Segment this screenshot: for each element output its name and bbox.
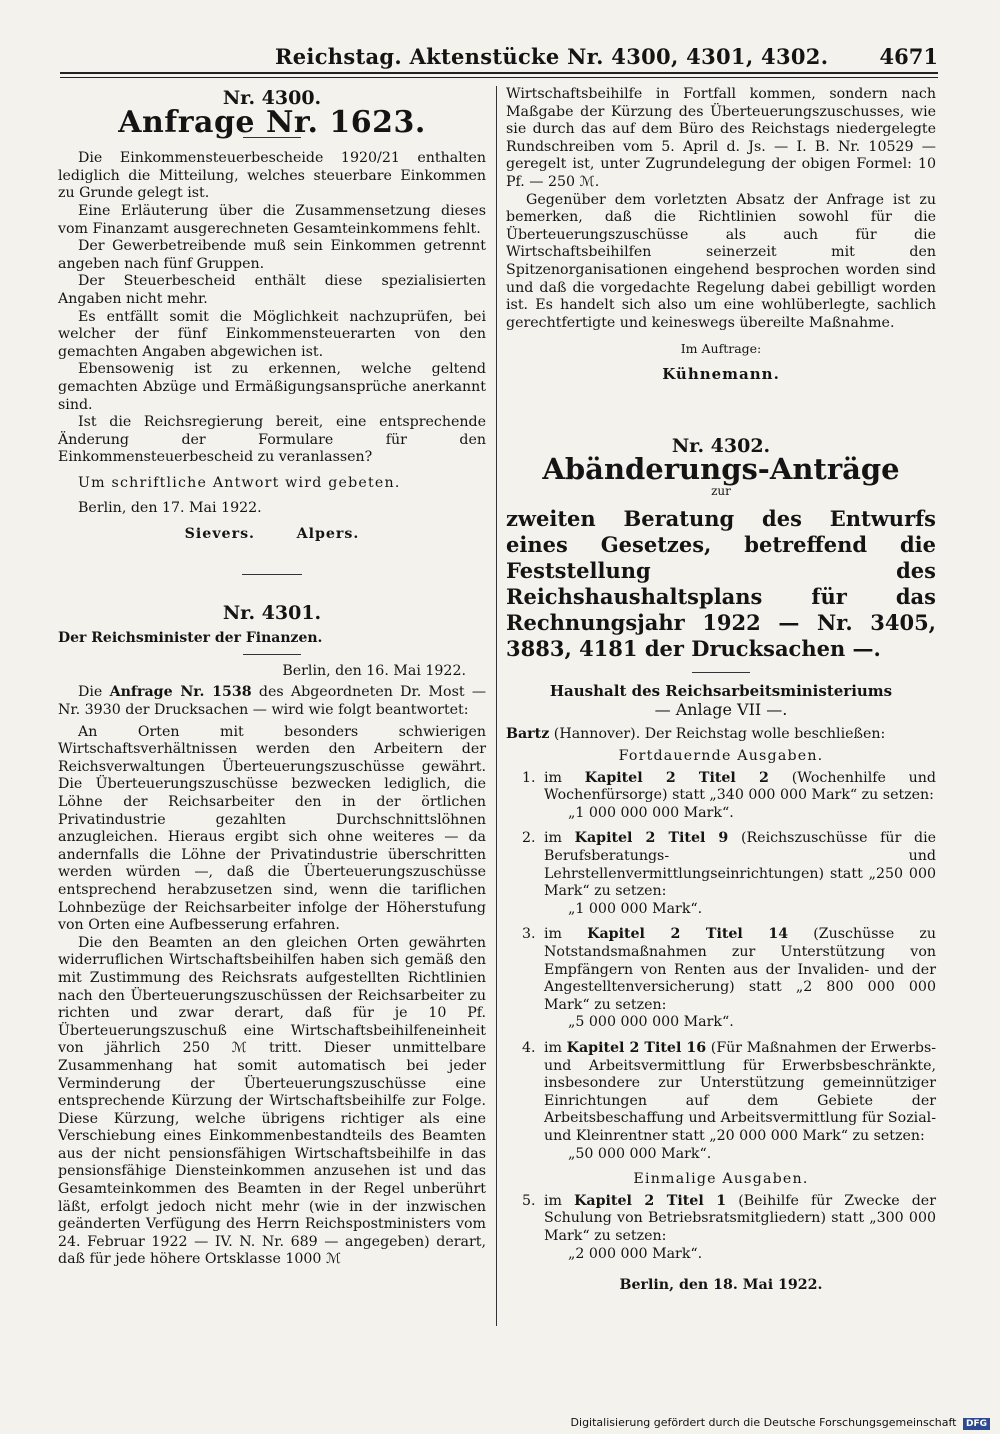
- short-rule: [243, 654, 301, 655]
- abaenderungs-antraege-title: Abänderungs-Anträge: [542, 452, 900, 487]
- item-lead: im: [544, 926, 562, 943]
- signer-sievers: Sievers.: [184, 526, 255, 543]
- item-amount: „2 000 000 Mark“.: [568, 1245, 703, 1262]
- item-number: 3.: [522, 926, 536, 943]
- item-kapitel: Kapitel 2 Titel 14: [587, 926, 789, 943]
- date-4300: Berlin, den 17. Mai 1922.: [78, 500, 262, 517]
- continuation-paragraph: Wirtschaftsbeihilfe in Fortfall kommen, sondern nach Maßgabe der Kürzung des Überteuerungszuschusses, wie sie durch das auf dem Büro des Reichstags niedergelegte Rundschreiben vom 5. April d. Js. — I. B. Nr. 10529 — geregelt ist, unter Zugrundelegung der obigen Formel: 10 Pf. — 250 ℳ.: [506, 86, 936, 190]
- list-item: [506, 830, 936, 900]
- motion-name: Bartz: [506, 726, 550, 743]
- item-amount: „50 000 000 Mark“.: [568, 1145, 712, 1162]
- anfrage-1538-ref: Anfrage Nr. 1538: [109, 684, 252, 701]
- column-divider: [496, 86, 497, 1326]
- header-title: Reichstag. Aktenstücke Nr. 4300, 4301, 4302.: [275, 44, 829, 69]
- paragraph: Die Einkommensteuerbescheide 1920/21 enthalten lediglich die Mitteilung, welches steuerbare Einkommen zu Grunde gelegt ist.: [58, 150, 486, 202]
- item-number: 4.: [522, 1039, 536, 1056]
- anlage-label: — Anlage VII —.: [654, 699, 788, 719]
- item-text: (Zuschüsse zu Notstandsmaßnahmen zur Unterstützung von Empfängern von Renten aus der Invaliden- und der Angestelltenversicherung) statt „2 800 000 000 Mark“ zu setzen:: [544, 926, 936, 1013]
- anfrage-1623-title: Anfrage Nr. 1623.: [118, 104, 426, 140]
- zur-label: zur: [711, 483, 731, 498]
- item-lead: im: [544, 1192, 562, 1209]
- haushalt-heading: Haushalt des Reichsarbeitsministeriums: [549, 682, 893, 701]
- minister-heading: Der Reichsminister der Finanzen.: [58, 630, 323, 647]
- motion-line: [506, 726, 936, 744]
- answer-paragraph: Die den Beamten an den gleichen Orten gewährten widerruflichen Wirtschaftsbeihilfen haben sich gemäß den mit Zustimmung des Reichsrats aufgestellten Richtlinien nach den Überteuerungszuschüssen der Reichsarbeiter zu richten und zwar derart, daß für je 10 Pf. Überteuerungszuschuß eine Wirtschaftsbeihilfeneinheit von jährlich 250 ℳ tritt. Dieser unmittelbare Zusammenhang hat somit automatisch bei jeder Verminderung der Überteuerungszuschüsse eine entsprechende Kürzung der Wirtschaftsbeihilfe zur Folge. Diese Kürzung, welche übrigens richtiger als eine Verschiebung eines Einkommenbestandteils des Beamten aus der nicht pensionsfähigen Wirtschaftsbeihilfe in das pensionsfähige Diensteinkommen anzusehen ist und das Gesamteinkommen des Beamten in der Regel unberührt läßt, erfolgt jedoch nicht mehr (wie in der inzwischen geänderten Verfügung des Herrn Reichspostministers vom 24. Februar 1922 — IV. N. Nr. 689 — angegeben) derart, daß für jede höhere Ortsklasse 1000 ℳ: [58, 934, 486, 1268]
- item-kapitel: Kapitel 2 Titel 1: [574, 1192, 727, 1209]
- motion-rest: (Hannover). Der Reichstag wolle beschließen:: [553, 726, 886, 743]
- paragraph: Es entfällt somit die Möglichkeit nachzuprüfen, bei welcher der fünf Einkommensteuerarten von den gemachten Angaben abgewichen ist.: [58, 308, 486, 360]
- item-number: 1.: [522, 769, 536, 786]
- beratung-subtitle: zweiten Beratung des Entwurfs eines Gesetzes, betreffend die Feststellung des Reichshaushaltsplans für das Rechnungsjahr 1922 — Nr. 3405, 3883, 4181 der Drucksachen —.: [506, 506, 936, 662]
- signatories: [58, 526, 486, 544]
- item-number: 2.: [522, 830, 536, 847]
- intro-rest: des Abgeordneten Dr. Most — Nr. 3930 der Drucksachen — wird wie folgt beantwortet:: [58, 684, 487, 719]
- list-item: [506, 926, 936, 1014]
- paragraph: Eine Erläuterung über die Zusammensetzung dieses vom Finanzamt ausgerechneten Gesamteinkommens fehlt.: [58, 202, 486, 237]
- nr-4302-heading: Nr. 4302.: [671, 434, 771, 457]
- item-text: (Beihilfe für Zwecke der Schulung von Betriebsratsmitgliedern) statt „300 000 Mark“ zu setzen:: [544, 1192, 936, 1244]
- page-header: [60, 40, 938, 74]
- section-fortdauernde: Fortdauernde Ausgaben.: [618, 748, 824, 765]
- left-column: [58, 86, 486, 1269]
- paragraph: Der Steuerbescheid enthält diese spezialisierten Angaben nicht mehr.: [58, 273, 486, 307]
- list-item: [506, 1040, 936, 1146]
- spacer: [506, 384, 936, 434]
- item-amount: „5 000 000 000 Mark“.: [568, 1014, 734, 1031]
- answer-intro: [58, 684, 486, 719]
- item-amount: „1 000 000 Mark“.: [568, 900, 703, 917]
- dfg-logo: DFG: [963, 1418, 990, 1430]
- paragraph: Der Gewerbetreibende muß sein Einkommen getrennt angeben nach fünf Gruppen.: [58, 238, 486, 272]
- item-amount: „1 000 000 000 Mark“.: [568, 804, 734, 821]
- item-text: (Für Maßnahmen der Erwerbs- und Arbeitsvermittlung für Erwerbsbeschränkte, insbesondere zur Unterstützung gemeinnütziger Einrichtungen auf dem Gebiete der Arbeitsbeschaffung und Arbeitsvermittlung für Sozial- und Kleinrentner statt „20 000 000 Mark“ zu setzen:: [544, 1039, 937, 1144]
- paragraph: Ist die Reichsregierung bereit, eine entsprechende Änderung der Formulare für den Einkommensteuerbescheid zu veranlassen?: [58, 414, 486, 466]
- date-4301: Berlin, den 16. Mai 1922.: [282, 662, 466, 679]
- item-lead: im: [544, 830, 562, 847]
- section-einmalige: Einmalige Ausgaben.: [633, 1171, 809, 1188]
- item-kapitel: Kapitel 2 Titel 16: [566, 1039, 707, 1056]
- short-rule: [692, 672, 750, 673]
- paragraph: Ebensowenig ist zu erkennen, welche geltend gemachten Abzüge und Ermäßigungsansprüche anerkannt sind.: [58, 361, 486, 413]
- nr-4301-heading: Nr. 4301.: [222, 601, 322, 624]
- signer-alpers: Alpers.: [296, 526, 360, 543]
- signer-kuehnemann: Kühnemann.: [662, 364, 780, 383]
- footer-text: Digitalisierung gefördert durch die Deutsche Forschungsgemeinschaft: [570, 1416, 957, 1429]
- item-number: 5.: [522, 1192, 536, 1209]
- item-lead: im: [544, 1039, 562, 1056]
- im-auftrage: Im Auftrage:: [680, 341, 762, 357]
- header-rule-thin: [60, 77, 938, 78]
- item-text: (Wochenhilfe und Wochenfürsorge) statt „340 000 000 Mark“ zu setzen:: [544, 769, 937, 804]
- item-kapitel: Kapitel 2 Titel 9: [574, 830, 729, 847]
- request-answer-line: Um schriftliche Antwort wird gebeten.: [78, 474, 401, 491]
- date-4302: Berlin, den 18. Mai 1922.: [619, 1277, 823, 1294]
- header-rule: [60, 72, 938, 74]
- right-column: [506, 86, 936, 1295]
- section-separator: [242, 574, 302, 575]
- nr-4300-heading: Nr. 4300.: [222, 87, 322, 109]
- list-item: [506, 770, 936, 805]
- answer-paragraph: An Orten mit besonders schwierigen Wirtschaftsverhältnissen werden den Arbeitern der Reichsverwaltungen Überteuerungszuschüsse gewährt. Die Überteuerungszuschüsse bezwecken lediglich, die Löhne der Reichsarbeiter den in der örtlichen Privatindustrie gezahlten Durchschnittslöhnen anzugleichen. Hieraus ergibt sich ohne weiteres — da andernfalls die Löhne der Privatindustrie überschritten werden würden —, daß die Überteuerungszuschüsse entsprechend herabzusetzen sind, wenn die tariflichen Lohnbezüge der Reichsarbeiter infolge der Höherstufung von Orten eine Aufbesserung erfahren.: [58, 723, 486, 934]
- item-text: (Reichszuschüsse für die Berufsberatungs- und Lehrstellenvermittlungseinrichtungen) statt „250 000 Mark“ zu setzen:: [544, 830, 936, 900]
- page-number: 4671: [879, 44, 938, 69]
- item-kapitel: Kapitel 2 Titel 2: [584, 769, 769, 786]
- paragraph: Gegenüber dem vorletzten Absatz der Anfrage ist zu bemerken, daß die Richtlinien sowohl für die Überteuerungszuschüsse als auch für die Wirtschaftsbeihilfen seinerzeit mit den Spitzenorganisationen eingehend besprochen worden sind und daß die vorgedachte Regelung dabei gebilligt worden ist. Es handelt sich also um eine wohlüberlegte, sachlich gerechtfertigte und keineswegs übereilte Maßnahme.: [506, 191, 936, 331]
- list-item: [506, 1193, 936, 1246]
- item-lead: im: [544, 769, 562, 786]
- dfg-footer: [571, 1416, 990, 1430]
- intro-lead: Die: [78, 684, 103, 701]
